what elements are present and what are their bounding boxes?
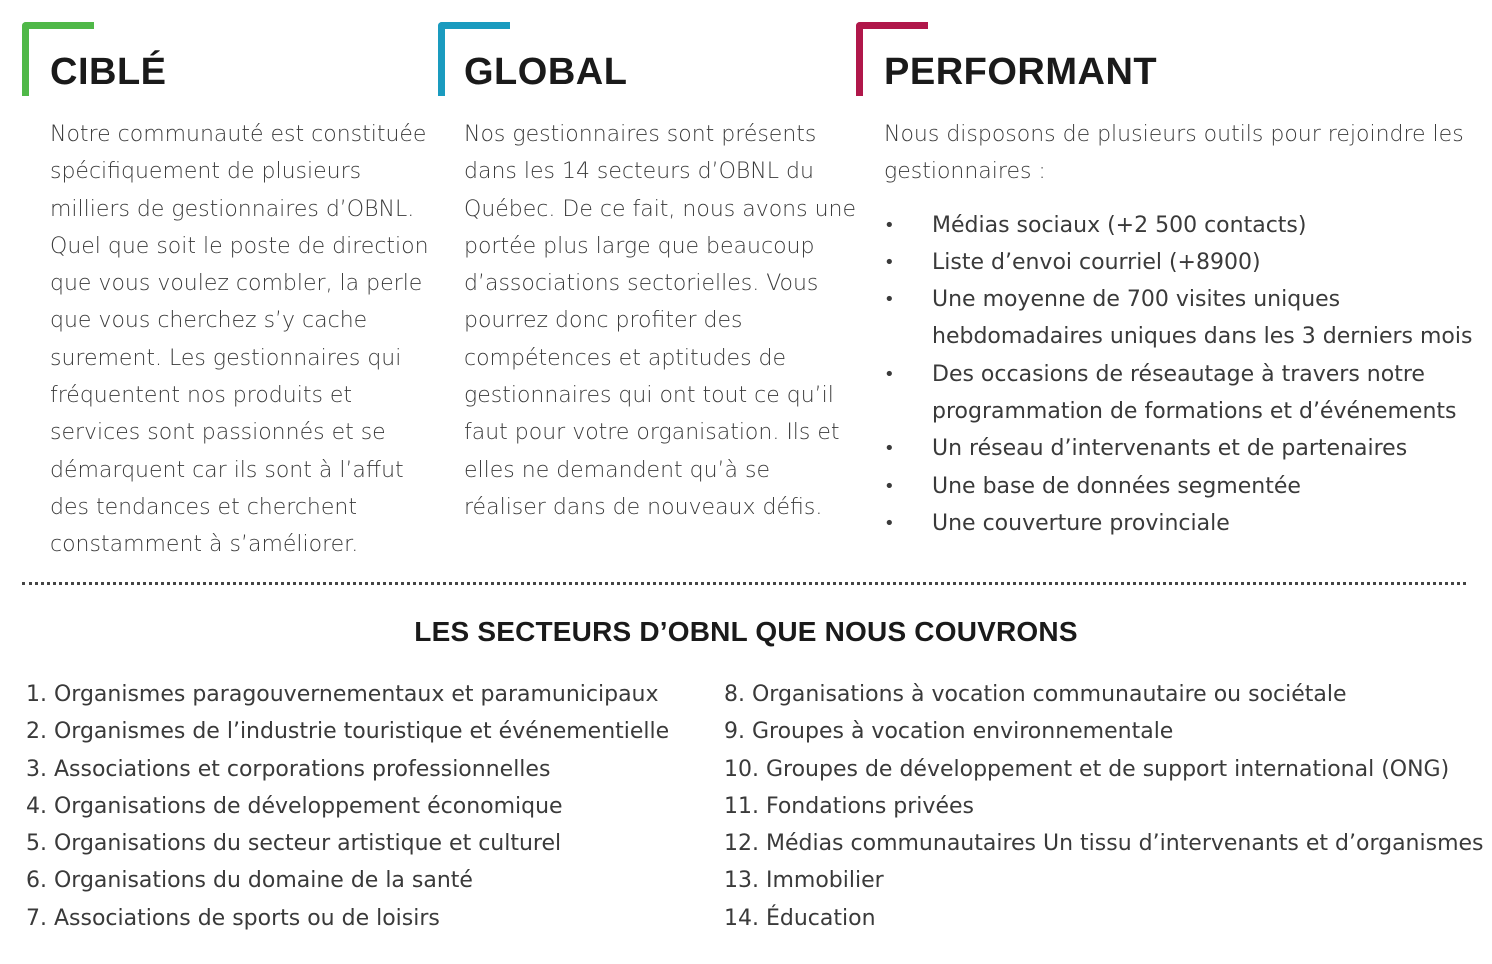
sector-item: 6. Organisations du domaine de la santé [26, 868, 473, 894]
bullet-icon: • [884, 438, 895, 460]
list-item [884, 505, 1492, 542]
list-item [884, 356, 1492, 431]
list-item [884, 207, 1492, 244]
tools-bullet-list [884, 207, 1476, 543]
list-item [884, 281, 1492, 356]
bullet-icon: • [884, 363, 895, 385]
list-item [884, 430, 1492, 467]
column-title: PERFORMANT [884, 51, 1158, 93]
column-intro: Nous disposons de plusieurs outils pour rejoindre les gestionnaires : [884, 122, 1464, 185]
column-heading-block [438, 22, 858, 98]
list-item-text: Une moyenne de 700 visites uniques hebdomadaires uniques dans les 3 derniers mois [932, 287, 1473, 350]
sector-item: 12. Médias communautaires Un tissu d’intervenants et d’organismes [724, 831, 1484, 857]
column-paragraph: Nos gestionnaires sont présents dans les 14 secteurs d’OBNL du Québec. De ce fait, nous avons une portée plus large que beaucoup d’associations sectorielles. Vous pourrez donc profiter des compétences et aptitudes de gestionnaires qui ont tout ce qu’il faut pour votre organisation. Ils et elles ne demandent qu’à se réaliser dans de nouveaux défis. [464, 122, 857, 520]
list-item [884, 244, 1492, 281]
sectors-title: LES SECTEURS D’OBNL QUE NOUS COUVRONS [414, 616, 1078, 647]
column-heading-block [856, 22, 1476, 98]
list-item-text: Une base de données segmentée [932, 473, 1301, 499]
sector-item: 2. Organismes de l’industrie touristique et événementielle [26, 719, 670, 745]
column-paragraph: Notre communauté est constituée spécifiquement de plusieurs milliers de gestionnaires d’OBNL. Quel que soit le poste de direction que vous voulez combler, la perle que vous cherchez s’y cache surement. Les gestionnaires qui fréquentent nos produits et services sont passionnés et se démarquent car ils sont à l’affut des tendances et cherchent constamment à s’améliorer. [50, 122, 429, 558]
list-item [884, 468, 1492, 505]
bullet-icon: • [884, 475, 895, 497]
list-item-text: Un réseau d’intervenants et de partenaires [932, 436, 1408, 462]
column-performant [856, 22, 1476, 542]
dotted-divider [22, 582, 1466, 585]
bullet-icon: • [884, 251, 895, 273]
sector-item: 7. Associations de sports ou de loisirs [26, 905, 440, 931]
sector-list-left [26, 676, 706, 937]
list-item-text: Liste d’envoi courriel (+8900) [932, 249, 1261, 275]
bullet-icon: • [884, 289, 895, 311]
sector-item: 3. Associations et corporations professionnelles [26, 756, 551, 782]
bullet-icon: • [884, 214, 895, 236]
sector-item: 14. Éducation [724, 905, 876, 931]
column-title: GLOBAL [464, 51, 628, 93]
column-cible [22, 22, 442, 564]
column-global [438, 22, 858, 526]
sector-item: 4. Organisations de développement économique [26, 793, 563, 819]
sector-item: 9. Groupes à vocation environnementale [724, 719, 1174, 745]
sector-item: 13. Immobilier [724, 868, 884, 894]
list-item-text: Médias sociaux (+2 500 contacts) [932, 212, 1307, 238]
list-item-text: Des occasions de réseautage à travers notre programmation de formations et d’événements [932, 361, 1457, 425]
bullet-icon: • [884, 512, 895, 534]
sector-list-right [724, 676, 1484, 937]
sector-item: 5. Organisations du secteur artistique et culturel [26, 831, 562, 857]
list-item-text: Une couverture provinciale [932, 510, 1230, 536]
sector-item: 8. Organisations à vocation communautaire ou sociétale [724, 682, 1347, 707]
column-heading-block [22, 22, 442, 98]
column-title: CIBLÉ [50, 51, 167, 93]
sector-item: 11. Fondations privées [724, 793, 974, 819]
sector-item: 1. Organismes paragouvernementaux et paramunicipaux [26, 682, 659, 707]
sector-item: 10. Groupes de développement et de support international (ONG) [724, 756, 1450, 782]
